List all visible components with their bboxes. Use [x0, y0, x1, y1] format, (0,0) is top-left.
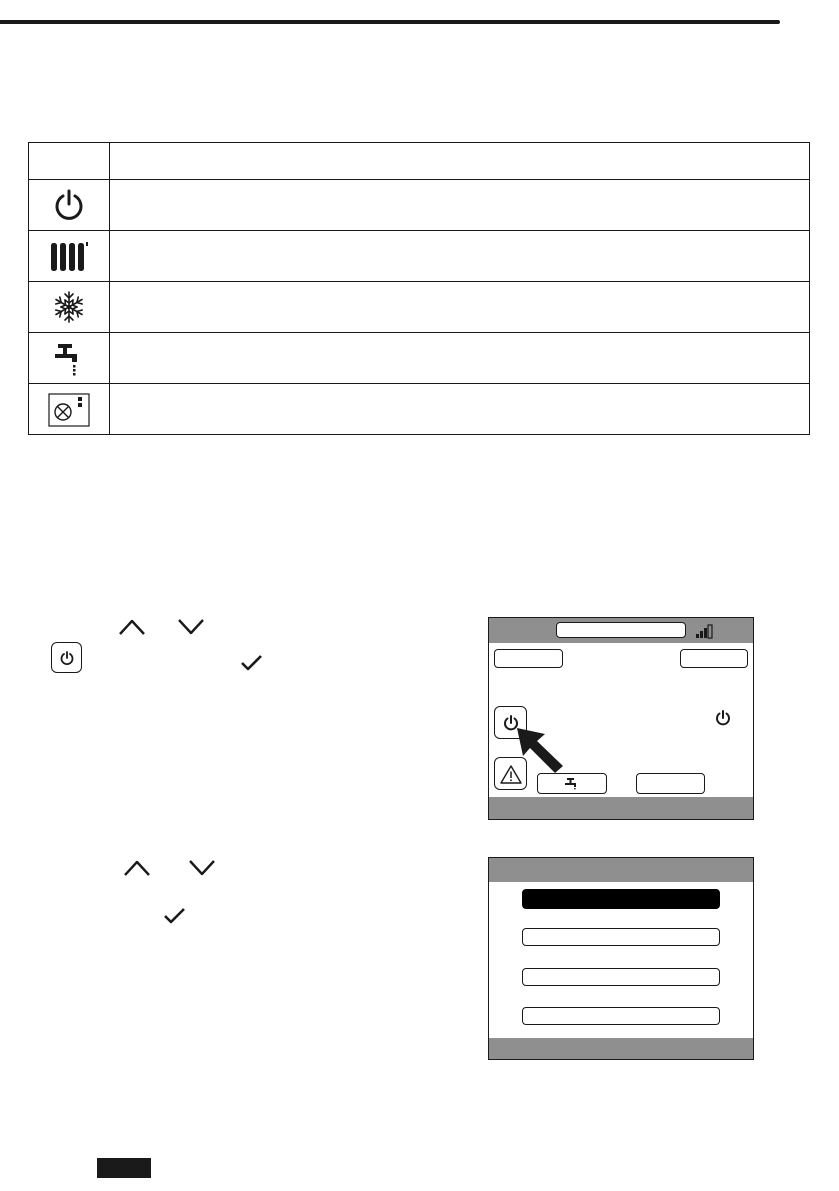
screen-bottom-bar: [489, 797, 753, 819]
table-row: [29, 282, 810, 333]
bottom-right-button[interactable]: [636, 773, 705, 794]
menu-option[interactable]: [522, 968, 720, 986]
chevron-down-icon: [188, 859, 216, 877]
row-description: [110, 180, 810, 231]
row-description: [110, 333, 810, 384]
menu-option[interactable]: [522, 928, 720, 946]
checkmark-icon: [240, 654, 264, 672]
table-header-row: [29, 143, 810, 180]
power-status-icon: [714, 709, 732, 727]
right-top-button[interactable]: [680, 649, 748, 668]
row-description: [110, 384, 810, 435]
sensor-lamp-icon: [48, 391, 90, 427]
radiator-heating-icon: [49, 239, 89, 273]
screen-bottom-bar: [489, 1038, 753, 1059]
header-cell-icon: [29, 143, 110, 180]
header-cell-description: [110, 143, 810, 180]
screen-title-field: [556, 622, 686, 638]
chevron-up-icon: [123, 859, 151, 877]
mode-icon-table: [28, 142, 810, 435]
power-icon: [52, 188, 86, 222]
left-top-button[interactable]: [494, 649, 563, 668]
snowflake-cooling-icon: [52, 290, 86, 324]
hot-water-button[interactable]: [537, 773, 607, 794]
power-button-icon: [51, 642, 82, 673]
table-row: [29, 333, 810, 384]
device-menu-screen: [488, 857, 754, 1060]
tap-hot-water-icon: [51, 340, 87, 376]
device-home-screen: [488, 617, 754, 820]
chevron-up-icon: [118, 618, 146, 636]
table-row: [29, 231, 810, 282]
header-rule: [0, 20, 780, 24]
table-row: [29, 384, 810, 435]
warning-button[interactable]: [494, 757, 527, 790]
checkmark-icon: [163, 907, 187, 925]
screen-top-bar: [489, 858, 753, 882]
warning-triangle-icon: [500, 764, 522, 784]
row-description: [110, 231, 810, 282]
menu-option[interactable]: [522, 1007, 720, 1025]
signal-strength-icon: [695, 624, 715, 639]
menu-option-selected[interactable]: [522, 889, 720, 909]
row-description: [110, 282, 810, 333]
tap-hot-water-icon: [564, 777, 580, 791]
page-section-tab: [97, 1158, 151, 1178]
chevron-down-icon: [177, 618, 205, 636]
table-row: [29, 180, 810, 231]
